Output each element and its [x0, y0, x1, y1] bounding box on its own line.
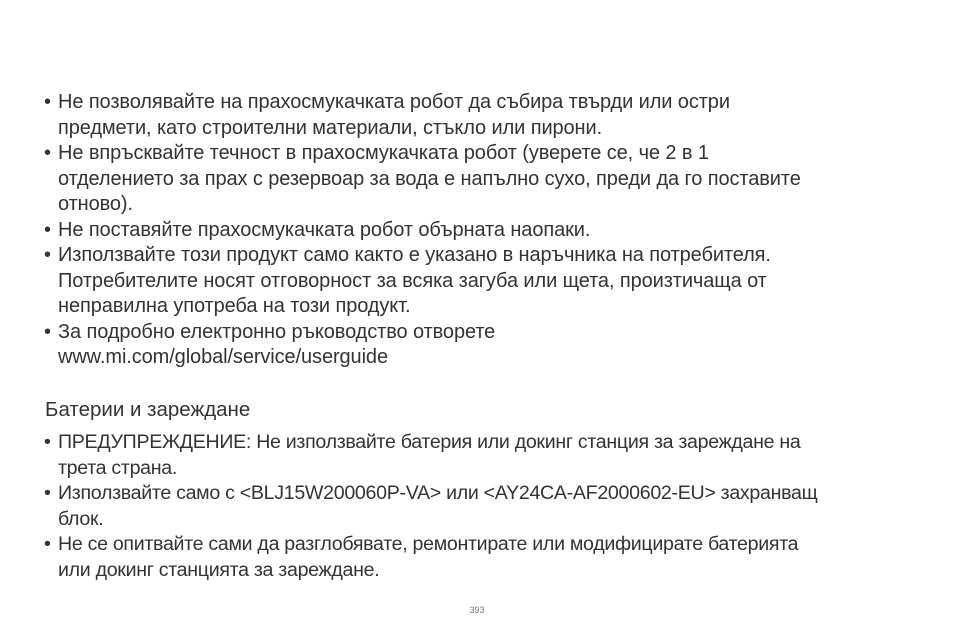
bullet-item-no-sharp-objects [44, 90, 924, 141]
bullet-item-use-as-directed [44, 243, 924, 320]
text-line: За подробно електронно ръководство отворете [58, 320, 496, 343]
bullet-marker: • [44, 482, 51, 504]
text-line: Не впръсквайте течност в прахосмукачката робот (уверете се, че 2 в 1 [58, 142, 709, 164]
text-line: отново). [58, 193, 133, 215]
section-heading-batteries: Батерии и зареждане [45, 398, 251, 421]
bullet-item-no-liquid [44, 141, 924, 218]
bullet-marker: • [44, 218, 51, 241]
safety-bullet-list [44, 90, 924, 371]
bullet-marker: • [44, 533, 51, 555]
bullet-item-no-upside-down [44, 218, 924, 244]
text-line: предмети, като строителни материали, стъкло или пирони. [58, 116, 603, 139]
text-line: или докинг станцията за зареждане. [58, 558, 380, 581]
text-line: неправилна употреба на този продукт. [58, 295, 411, 317]
bullet-item-warning-third-party [44, 430, 924, 481]
text-line: Не позволявайте на прахосмукачката робот да събира твърди или остри [58, 91, 730, 113]
bullet-item-power-supply [44, 481, 924, 532]
bullet-marker: • [44, 142, 51, 164]
text-line: Не се опитвайте сами да разглобявате, ремонтирате или модифицирате батерията [58, 533, 799, 555]
user-guide-url: www.mi.com/global/service/userguide [58, 346, 388, 368]
text-line: Потребителите носят отговорност за всяка загуба или щета, произтичаща от [58, 269, 767, 292]
text-line: Използвайте този продукт само както е указано в наръчника на потребителя. [58, 244, 771, 266]
text-line: трета страна. [58, 456, 178, 479]
text-line: отделението за прах с резервоар за вода е напълно сухо, преди да го поставите [58, 167, 801, 190]
page-number: 393 [469, 605, 485, 615]
bullet-item-no-disassembly [44, 532, 924, 583]
bullet-item-user-guide [44, 320, 924, 371]
battery-bullet-list [44, 430, 924, 583]
text-line: Използвайте само с <BLJ15W200060P-VA> или <AY24CA-AF2000602-EU> захранващ [58, 482, 818, 504]
bullet-marker: • [44, 244, 51, 266]
text-line: блок. [58, 507, 104, 530]
text-line: ПРЕДУПРЕЖДЕНИЕ: Не използвайте батерия или докинг станция за зареждане на [58, 431, 801, 453]
text-line: Не поставяйте прахосмукачката робот обърната наопаки. [58, 218, 591, 241]
bullet-marker: • [44, 91, 51, 113]
bullet-marker: • [44, 431, 51, 453]
bullet-marker: • [44, 320, 51, 343]
